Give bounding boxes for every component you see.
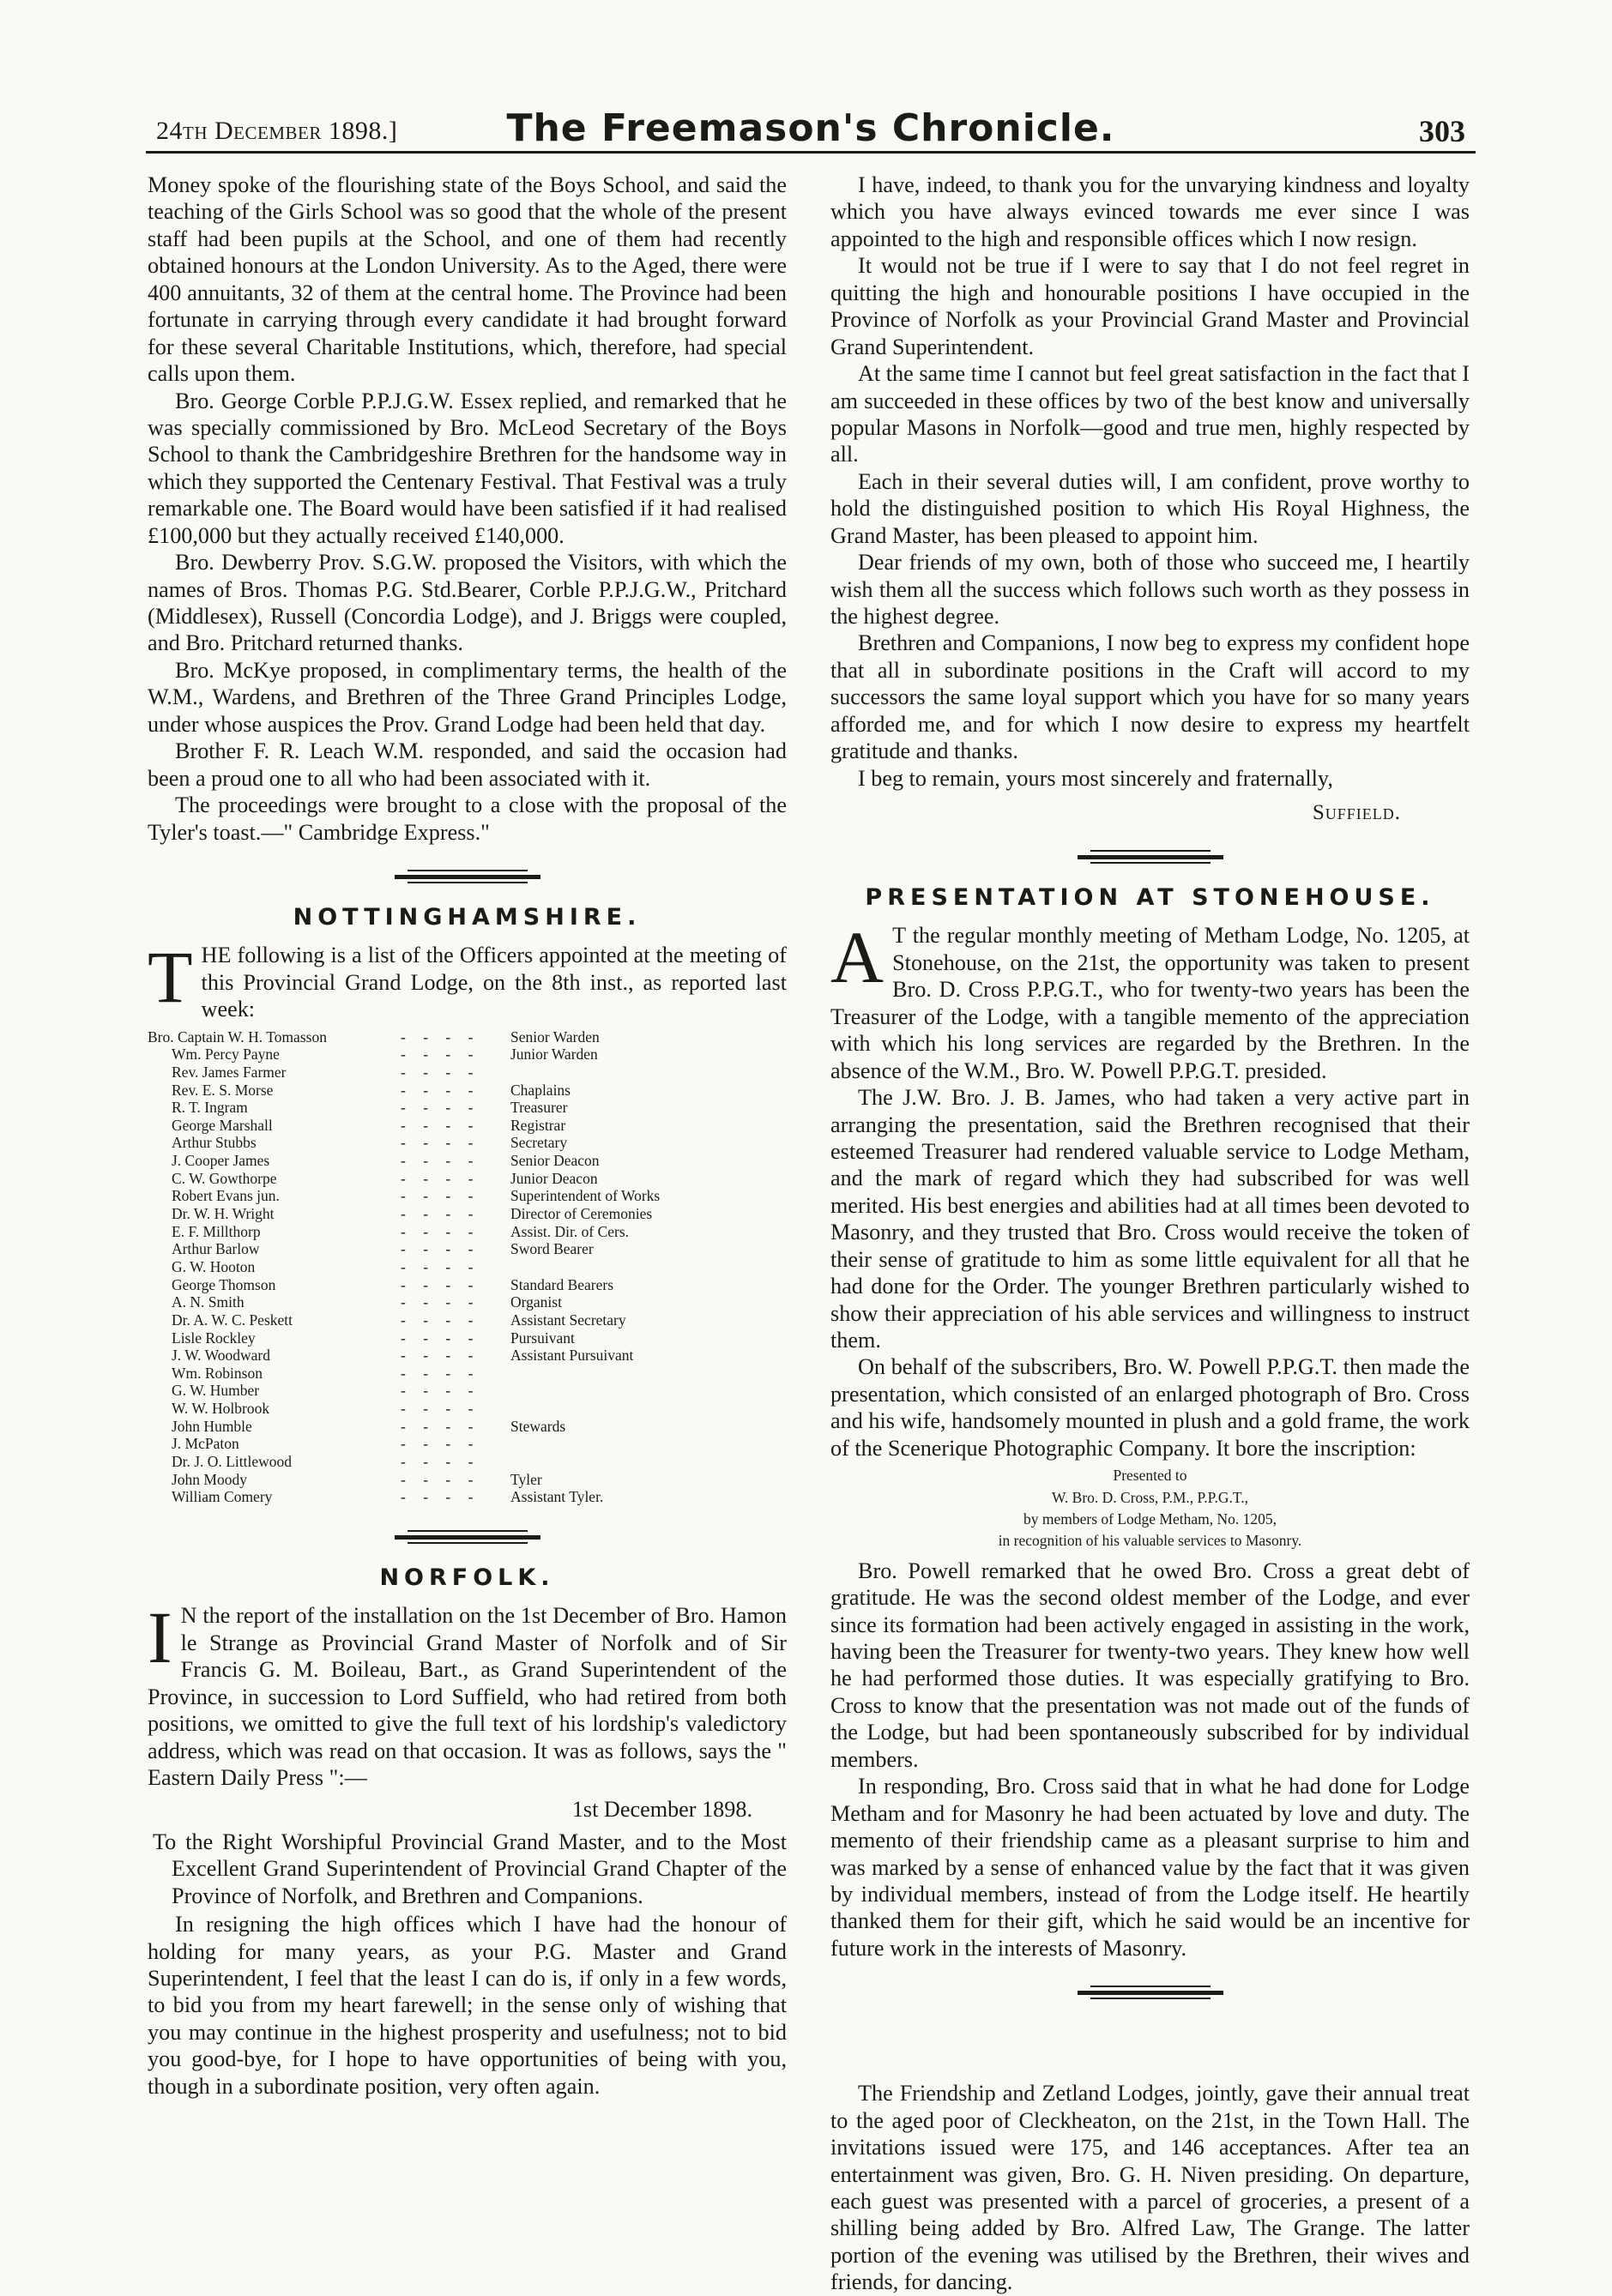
officer-row xyxy=(148,1276,787,1294)
paragraph: Money spoke of the flourishing state of the Boys School, and said the teaching of the Girls School was so good that the whole of the present staff had been pupils at the School, and one of them had recently obtained honours at the London University. As to the Aged, there were 400 annuitants, 32 of them at the central home. The Province had been fortunate in carrying through every candidate it had brought forward for these several Charitable Institutions, which, therefore, had special calls upon them. xyxy=(148,172,787,387)
inscription xyxy=(830,1465,1470,1552)
officer-name: Bro. Captain W. H. Tomasson xyxy=(148,1027,327,1046)
officer-row xyxy=(148,1311,787,1329)
leader-dots: - - - - xyxy=(401,1257,480,1275)
officer-role: Senior Warden xyxy=(510,1027,600,1046)
paragraph: Bro. Powell remarked that he owed Bro. Cross a great debt of gratitude. He was the second oldest member of the Lodge, and ever since its formation had been actively engaged in assisting in the work, having been the Treasurer for twenty-two years. They knew how well he had performed those duties. It was especially gratifying to Bro. Cross to know that the presentation was not made out of the funds of the Lodge, but had been spontaneously subscribed for by individual members. xyxy=(830,1558,1470,1772)
leader-dots: - - - - xyxy=(401,1152,480,1170)
leader-dots: - - - - xyxy=(401,1435,480,1453)
officer-name: J. Cooper James xyxy=(172,1152,270,1170)
officer-role: Registrar xyxy=(510,1116,566,1134)
officer-role: Stewards xyxy=(510,1417,566,1435)
officer-name: William Comery xyxy=(172,1488,273,1506)
officer-name: John Moody xyxy=(172,1470,247,1488)
paragraph: I have, indeed, to thank you for the unvarying kindness and loyalty which you have always evinced towards me ever since I was appointed to the high and responsible offices which I now resign. xyxy=(830,172,1470,251)
officer-name: Arthur Barlow xyxy=(172,1240,260,1258)
leader-dots: - - - - xyxy=(401,1099,480,1117)
officer-role: Assist. Dir. of Cers. xyxy=(510,1222,630,1240)
officer-row xyxy=(148,1028,787,1046)
inscription-line: Presented to xyxy=(1113,1467,1187,1485)
leader-dots: - - - - xyxy=(401,1169,480,1187)
officer-row xyxy=(148,1382,787,1400)
leader-dots: - - - - xyxy=(401,1275,480,1293)
leader-dots: - - - - xyxy=(401,1311,480,1329)
nottinghamshire-intro: THE following is a list of the Officers appointed at the meeting of this Provincial Grand Lodge, on the 8th inst., as reported last week: xyxy=(148,936,787,1022)
officer-role: Organist xyxy=(510,1293,562,1311)
leader-dots: - - - - xyxy=(401,1222,480,1240)
officer-name: Dr. W. H. Wright xyxy=(172,1205,275,1223)
officer-name: W. W. Holbrook xyxy=(172,1400,270,1418)
page-number: 303 xyxy=(1419,114,1465,148)
officer-name: Wm. Robinson xyxy=(172,1364,263,1382)
officer-role: Junior Warden xyxy=(510,1046,598,1064)
officer-name: G. W. Humber xyxy=(172,1382,260,1400)
leader-dots: - - - - xyxy=(401,1063,480,1081)
issue-date: 24th December 1898.] xyxy=(156,117,398,145)
officer-row xyxy=(148,1134,787,1152)
officer-name: John Humble xyxy=(172,1417,252,1435)
paragraph: In responding, Bro. Cross said that in what he had done for Lodge Metham and for Masonry he had been actuated by love and duty. The memento of their friendship came as a pleasant surprise to him and was marked by a sense of enhanced value by the fact that it was given by individual members, instead of from the Lodge itself. He heartily thanked them for their gift, which he said would be an incentive for future work in the interests of Masonry. xyxy=(830,1774,1470,1961)
right-column xyxy=(830,172,1470,2296)
leader-dots: - - - - xyxy=(401,1187,480,1205)
officer-name: Arthur Stubbs xyxy=(172,1134,257,1152)
officer-role: Chaplains xyxy=(510,1081,571,1099)
paragraph: On behalf of the subscribers, Bro. W. Powell P.P.G.T. then made the presentation, which consisted of an enlarged photograph of Bro. Cross and his wife, handsomely mounted in plush and a gold frame, the work of the Scenerique Photographic Company. It bore the inscription: xyxy=(830,1354,1470,1461)
page-header xyxy=(146,101,1476,154)
inscription-line: W. Bro. D. Cross, P.M., P.P.G.T., xyxy=(1051,1488,1248,1506)
section-divider xyxy=(148,1525,787,1547)
paragraph: At the same time I cannot but feel great satisfaction in the fact that I am succeeded in these offices by two of the best know and universally popular Masons in Norfolk—good and true men, highly respected by all. xyxy=(830,361,1470,467)
section-heading-stonehouse: PRESENTATION AT STONEHOUSE. xyxy=(865,884,1435,912)
section-divider xyxy=(830,1980,1470,2003)
leader-dots: - - - - xyxy=(401,1027,480,1046)
officer-row xyxy=(148,1471,787,1489)
officer-row xyxy=(148,1400,787,1418)
paragraph: Dear friends of my own, both of those who succeed me, I heartily wish them all the success which follows such worth as they possess in the highest degree. xyxy=(830,550,1470,629)
paragraph: Bro. Dewberry Prov. S.G.W. proposed the Visitors, with which the names of Bros. Thomas P.G. Std.Bearer, Corble P.P.J.G.W., Pritchard (Middlesex), Russell (Concordia Lodge), and J. Briggs were coupled, and Bro. Pritchard returned thanks. xyxy=(148,550,787,656)
officer-row xyxy=(148,1347,787,1365)
leader-dots: - - - - xyxy=(401,1205,480,1223)
norfolk-intro: I N the report of the installation on the 1st December of Bro. Hamon le Strange as Provincial Grand Master of Norfolk and of Sir Francis G. M. Boileau, Bart., as Grand Superintendent of the Province, in succession to Lord Suffield, who had retired from both positions, we omitted to give the full text of his lordship's valedictory address, which was read on that occasion. It was as follows, says the " Eastern Daily Press ":— xyxy=(148,1596,787,1790)
officer-role: Standard Bearers xyxy=(510,1275,614,1293)
leader-dots: - - - - xyxy=(401,1382,480,1400)
publication-title: The Freemason's Chronicle. xyxy=(506,106,1115,150)
inscription-line: by members of Lodge Metham, No. 1205, xyxy=(1023,1510,1277,1528)
inscription-line: in recognition of his valuable services to Masonry. xyxy=(998,1532,1302,1550)
officer-name: J. McPaton xyxy=(172,1435,239,1453)
officer-role: Treasurer xyxy=(510,1099,568,1117)
leader-dots: - - - - xyxy=(401,1134,480,1152)
officer-name: E. F. Millthorp xyxy=(172,1222,261,1240)
paragraph: The J.W. Bro. J. B. James, who had taken a very active part in arranging the presentation, said the Brethren recognised that their esteemed Treasurer had rendered valuable service to Lodge Metham, and the mark of regard which they had subscribed for was well merited. His best energies and abilities had at all times been devoted to Masonry, and they trusted that Bro. Cross would receive the token of their sense of gratitude to him as some little equivalent for all that he had done for the Order. The younger Brethren particularly wished to show their appreciation of his able services and willingness to instruct them. xyxy=(830,1085,1470,1353)
officer-row xyxy=(148,1329,787,1347)
paragraph: Bro. George Corble P.P.J.G.W. Essex replied, and remarked that he was specially commissioned by Bro. McLeod Secretary of the Boys School to thank the Cambridgeshire Brethren for the handsome way in which they supported the Centenary Festival. That Festival was a truly remarkable one. The Board would have been satisfied if it had realised £100,000 but they actually received £140,000. xyxy=(148,388,787,548)
officer-role: Assistant Tyler. xyxy=(510,1488,604,1506)
leader-dots: - - - - xyxy=(401,1400,480,1418)
officer-row xyxy=(148,1453,787,1471)
officer-row xyxy=(148,1488,787,1506)
officer-name: R. T. Ingram xyxy=(172,1099,248,1117)
paragraph: The Friendship and Zetland Lodges, jointly, gave their annual treat to the aged poor of Cleckheaton, on the 21st, in the Town Hall. The invitations issued were 175, and 146 acceptances. After tea an entertainment was given, Bro. G. H. Niven presiding. On departure, each guest was presented with a parcel of groceries, a present of a shilling being added by Bro. Alfred Law, The Grange. The latter portion of the evening was utilised by the Brethren, their wives and friends, for dancing. xyxy=(830,2081,1470,2295)
paragraph: Bro. McKye proposed, in complimentary terms, the health of the W.M., Wardens, and Brethren of the Three Grand Principles Lodge, under whose auspices the Prov. Grand Lodge had been held that day. xyxy=(148,657,787,737)
signature: Suffield. xyxy=(1312,801,1401,825)
officer-row xyxy=(148,1258,787,1276)
officers-list xyxy=(148,1028,787,1506)
paragraph: I beg to remain, yours most sincerely and fraternally, xyxy=(858,765,1333,791)
officer-row xyxy=(148,1293,787,1311)
section-heading-nottinghamshire: NOTTINGHAMSHIRE. xyxy=(293,903,642,931)
officer-row xyxy=(148,1046,787,1064)
officer-name: Rev. E. S. Morse xyxy=(172,1081,274,1099)
leader-dots: - - - - xyxy=(401,1470,480,1488)
paragraph: Brother F. R. Leach W.M. responded, and said the occasion had been a proud one to all who had been associated with it. xyxy=(148,738,787,791)
officer-row xyxy=(148,1152,787,1170)
officer-row xyxy=(148,1365,787,1383)
leader-dots: - - - - xyxy=(401,1417,480,1435)
officer-name: Wm. Percy Payne xyxy=(172,1046,280,1064)
stonehouse-intro: A T the regular monthly meeting of Metham Lodge, No. 1205, at Stonehouse, on the 21st, the opportunity was taken to present Bro. D. Cross P.P.G.T., who for twenty-two years has been the Treasurer of the Lodge, with a tangible memento of the appreciation with which his long services are regarded by the Brethren. In the absence of the W.M., Bro. W. Powell P.P.G.T. presided. xyxy=(830,916,1470,1083)
officer-row xyxy=(148,1082,787,1100)
officer-role: Director of Ceremonies xyxy=(510,1205,653,1223)
officer-row xyxy=(148,1064,787,1082)
officer-name: Dr. A. W. C. Peskett xyxy=(172,1311,293,1329)
section-divider xyxy=(148,865,787,887)
officer-name: George Marshall xyxy=(172,1116,273,1134)
leader-dots: - - - - xyxy=(401,1347,480,1365)
officer-role: Secretary xyxy=(510,1134,568,1152)
officer-role: Assistant Pursuivant xyxy=(510,1347,634,1365)
leader-dots: - - - - xyxy=(401,1081,480,1099)
officer-role: Superintendent of Works xyxy=(510,1187,661,1205)
drop-cap: I xyxy=(148,1596,172,1679)
officer-name: Rev. James Farmer xyxy=(172,1063,287,1081)
letter-date: 1st December 1898. xyxy=(571,1797,752,1823)
leader-dots: - - - - xyxy=(401,1364,480,1382)
officer-name: G. W. Hooton xyxy=(172,1257,256,1275)
left-column xyxy=(148,172,787,2100)
paragraph: Each in their several duties will, I am confident, prove worthy to hold the distinguished position to which His Royal Highness, the Grand Master, has been pleased to appoint him. xyxy=(830,468,1470,548)
leader-dots: - - - - xyxy=(401,1046,480,1064)
officer-row xyxy=(148,1223,787,1241)
officer-row xyxy=(148,1170,787,1188)
officer-row xyxy=(148,1240,787,1258)
leader-dots: - - - - xyxy=(401,1329,480,1347)
officer-row xyxy=(148,1187,787,1205)
officer-name: George Thomson xyxy=(172,1275,276,1293)
leader-dots: - - - - xyxy=(401,1293,480,1311)
paragraph: The proceedings were brought to a close with the proposal of the Tyler's toast.—" Cambridge Express." xyxy=(148,792,787,845)
officer-name: Lisle Rockley xyxy=(172,1329,256,1347)
officer-role: Senior Deacon xyxy=(510,1152,600,1170)
drop-cap: A xyxy=(830,916,884,999)
section-heading-norfolk: NORFOLK. xyxy=(379,1564,555,1591)
leader-dots: - - - - xyxy=(401,1116,480,1134)
officer-name: Robert Evans jun. xyxy=(172,1187,280,1205)
officer-role: Tyler xyxy=(510,1470,542,1488)
section-divider xyxy=(830,845,1470,867)
officer-name: Dr. J. O. Littlewood xyxy=(172,1453,292,1471)
officer-row xyxy=(148,1435,787,1453)
officer-row xyxy=(148,1099,787,1117)
officer-role: Junior Deacon xyxy=(510,1169,598,1187)
officer-name: J. W. Woodward xyxy=(172,1347,270,1365)
paragraph: Brethren and Companions, I now beg to express my confident hope that all in subordinate positions in the Craft will accord to my successors the same loyal support which you have for so many years afforded me, and for which I now desire to express my heartfelt gratitude and thanks. xyxy=(830,630,1470,764)
officer-role: Sword Bearer xyxy=(510,1240,594,1258)
drop-cap: T xyxy=(148,936,193,1019)
leader-dots: - - - - xyxy=(401,1488,480,1506)
leader-dots: - - - - xyxy=(401,1453,480,1471)
leader-dots: - - - - xyxy=(401,1240,480,1258)
officer-role: Pursuivant xyxy=(510,1329,575,1347)
officer-name: C. W. Gowthorpe xyxy=(172,1169,277,1187)
letter-address: To the Right Worshipful Provincial Grand Master, and to the Most Excellent Grand Superintendent of Provincial Grand Chapter of the Province of Norfolk, and Brethren and Companions. xyxy=(153,1829,787,1908)
officer-role: Assistant Secretary xyxy=(510,1311,626,1329)
officer-row xyxy=(148,1205,787,1223)
paragraph: In resigning the high offices which I have had the honour of holding for many years, as your P.G. Master and Grand Superintendent, I feel that the least I can do is, if only in a few words, to bid you from my heart farewell; in the sense only of wishing that you may continue in the highest prosperity and usefulness; not to bid you good-bye, for I hope to have opportunities of being with you, though in a subordinate position, very often again. xyxy=(148,1912,787,2099)
paragraph: It would not be true if I were to say that I do not feel regret in quitting the high and honourable positions I have occupied in the Province of Norfolk as your Provincial Grand Master and Provincial Grand Superintendent. xyxy=(830,253,1470,359)
officer-name: A. N. Smith xyxy=(172,1293,245,1311)
officer-row xyxy=(148,1117,787,1135)
officer-row xyxy=(148,1418,787,1436)
